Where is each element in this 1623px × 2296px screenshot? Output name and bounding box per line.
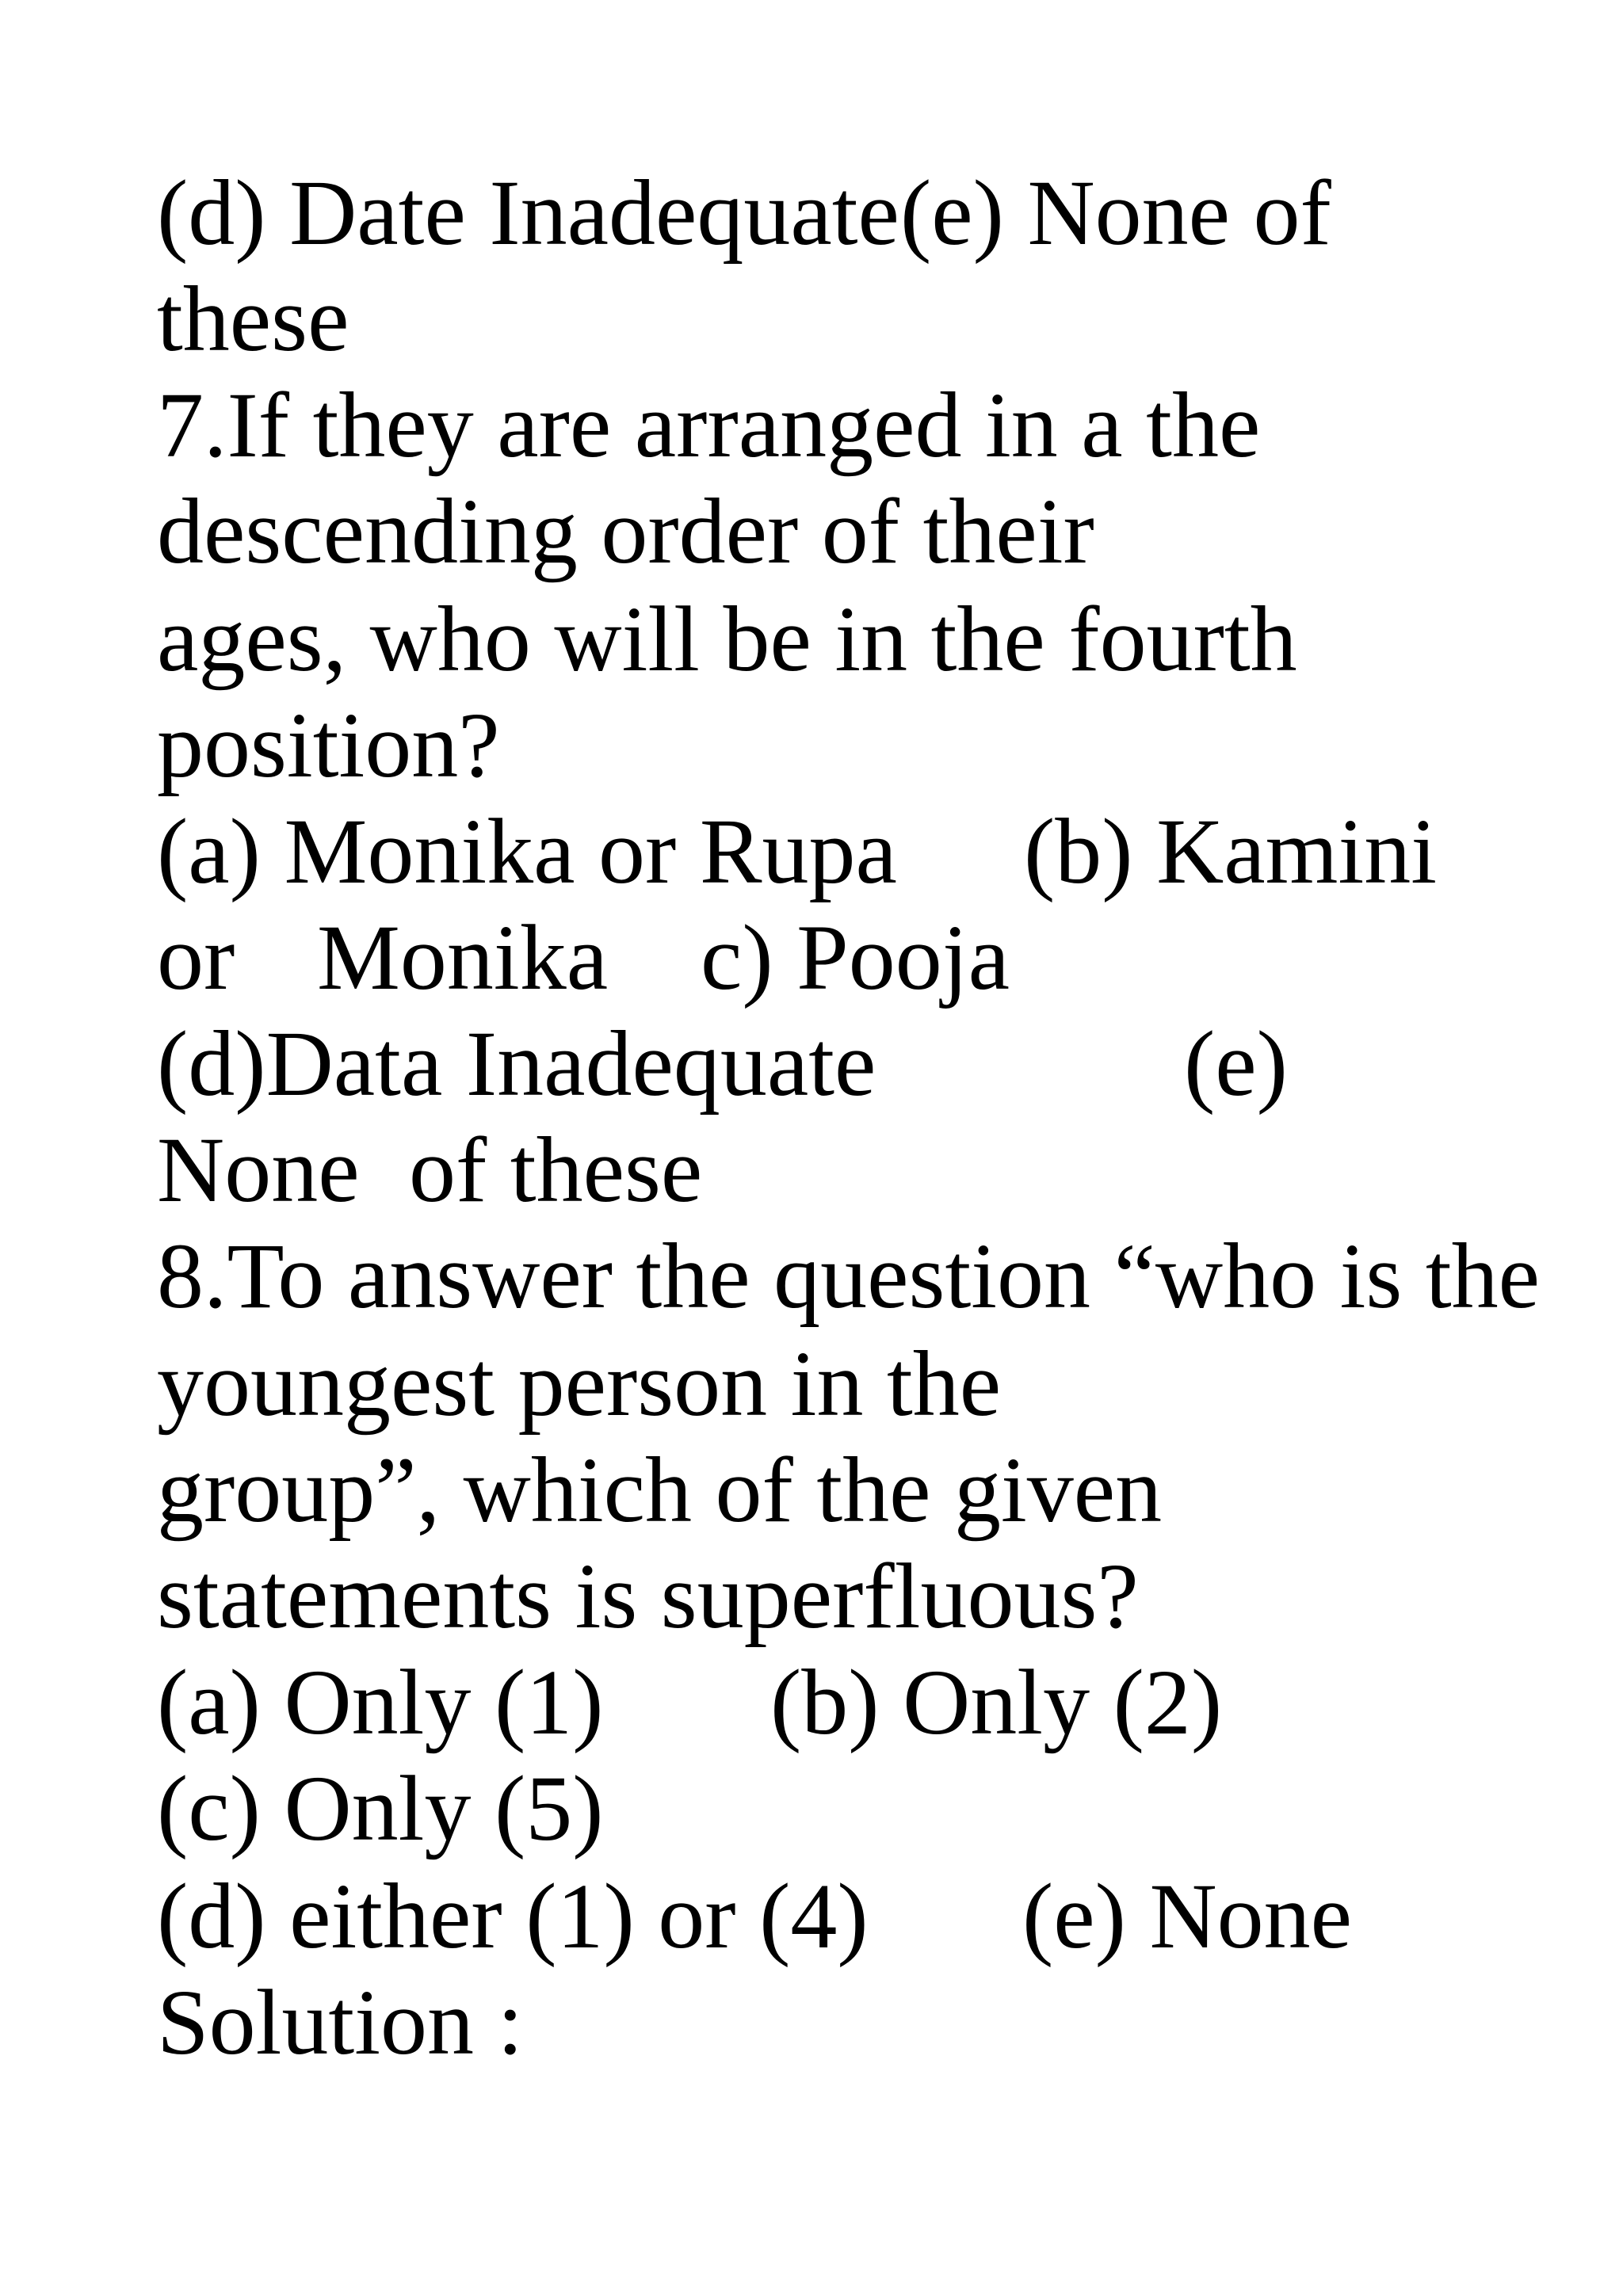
- q7-option-e-none: None: [157, 1118, 360, 1222]
- q8-option-d: (d) either (1) or (4): [157, 1864, 869, 1968]
- q6-option-e: (e) None of: [900, 161, 1331, 265]
- q8-stem-line-4: statements is superfluous?: [157, 1544, 1139, 1648]
- q8-option-e: (e) None: [1022, 1864, 1353, 1968]
- q7-option-b-or: or: [157, 906, 235, 1009]
- q6-option-d: (d) Date Inadequate: [157, 161, 899, 265]
- q8-stem-line-2: youngest person in the: [157, 1332, 1002, 1436]
- q7-stem-line-2: descending order of their: [157, 479, 1094, 583]
- q7-stem-line-3: ages, who will be in the fourth: [157, 587, 1297, 691]
- q7-option-c: c) Pooja: [701, 906, 1010, 1009]
- q7-option-a: (a) Monika or Rupa: [157, 799, 897, 903]
- q8-stem-line-1: 8.To answer the question “who is the: [157, 1224, 1540, 1328]
- q7-stem-line-1: 7.If they are arranged in a the: [157, 373, 1261, 477]
- q7-option-b-continued: Monika: [317, 906, 609, 1009]
- q7-option-e: (e): [1184, 1012, 1288, 1116]
- solution-heading: Solution :: [157, 1970, 524, 2074]
- q8-option-b: (b) Only (2): [770, 1650, 1223, 1754]
- q7-option-d: (d)Data Inadequate: [157, 1012, 876, 1116]
- q7-option-e-continued: of these: [409, 1118, 703, 1222]
- q6-option-e-continued: these: [157, 267, 349, 371]
- q8-option-c: (c) Only (5): [157, 1756, 604, 1860]
- q8-option-a: (a) Only (1): [157, 1650, 604, 1754]
- q8-stem-line-3: group”, which of the given: [157, 1438, 1163, 1542]
- q7-stem-line-4: position?: [157, 693, 500, 797]
- q7-option-b: (b) Kamini: [1024, 799, 1438, 903]
